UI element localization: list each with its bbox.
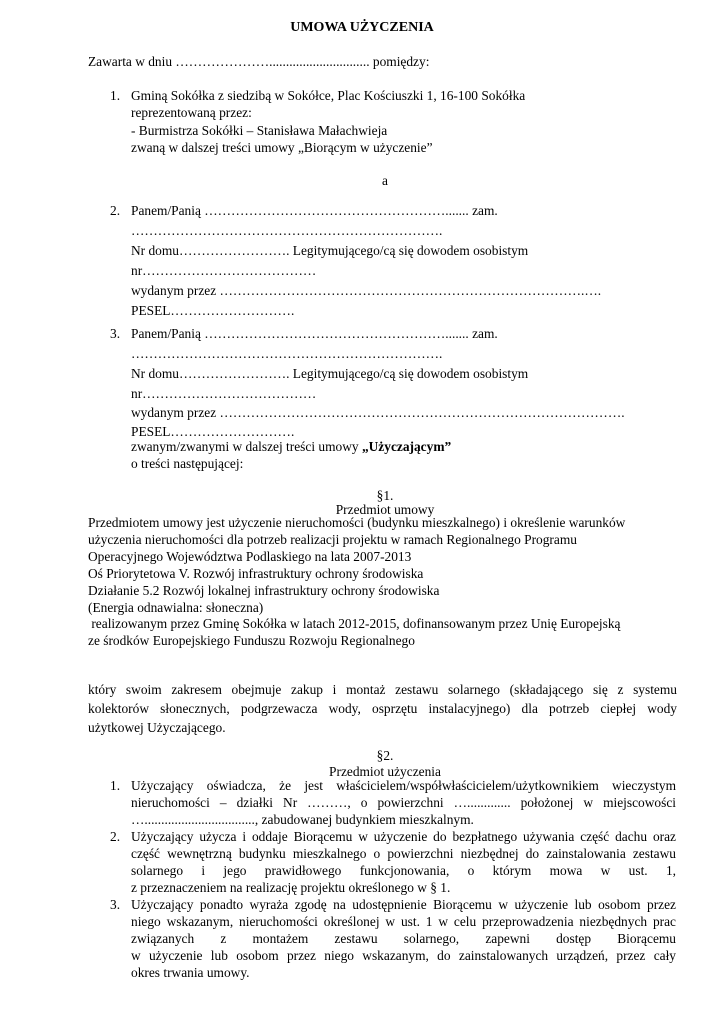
item-line: Użyczający ponadto wyraża zgodę na udostępnienie Biorącemu w użyczenie lub osobom przez (131, 897, 676, 912)
party-3-line-8: o treści następującej: (131, 456, 244, 471)
section-1-line: ze środków Europejskiego Funduszu Rozwoju Regionalnego (88, 633, 415, 648)
item-line: okres trwania umowy. (131, 965, 250, 980)
party-1-line-1: Gminą Sokółka z siedzibą w Sokółce, Plac Kościuszki 1, 16-100 Sokółka (131, 88, 526, 103)
section-1-heading: Przedmiot umowy (335, 502, 435, 517)
party-3-line-1: Panem/Panią ………………………………………………....... zam. (131, 326, 498, 341)
item-line: Użyczający oświadcza, że jest właścicielem/współwłaścicielem/użytkownikiem wieczystym (131, 778, 676, 793)
party-1-line-4: zwaną w dalszej treści umowy „Biorącym w użyczenie” (131, 140, 433, 155)
party-3-line-5: wydanym przez ………………………………………………………………………………. (131, 405, 625, 420)
item-line: w użyczenie lub osobom przez niego wskazanym, do zainstalowanych urządzeń, przez cały (131, 948, 676, 963)
party-2-line-6: PESEL………………………. (131, 303, 295, 318)
party-1-number: 1. (110, 88, 121, 103)
section-1-para-2-line: który swoim zakresem obejmuje zakup i montaż zestawu solarnego (składającego się z systemu (88, 682, 677, 697)
section-2-heading: Przedmiot użyczenia (329, 764, 441, 779)
item-number: 3. (110, 897, 121, 912)
section-1-line: użyczenia nieruchomości dla potrzeb realizacji projektu w ramach Regionalnego Programu (88, 532, 577, 547)
item-number: 1. (110, 778, 121, 793)
item-line: nieruchomości – działki Nr ………, o powierzchni …............. położonej w miejscowości (131, 795, 676, 810)
intro-line: Zawarta w dniu ………………….............................. pomiędzy: (88, 54, 430, 69)
item-line: część wewnętrzną budynku mieszkalnego o powierzchni niezbędnej do zainstalowania zestawu (131, 846, 676, 861)
party-2-line-5: wydanym przez ……………………………………………………………………….…. (131, 283, 602, 298)
section-1-line: Przedmiotem umowy jest użyczenie nieruchomości (budynku mieszkalnego) i określenie warunków (88, 515, 626, 530)
section-1-line: Oś Priorytetowa V. Rozwój infrastruktury ochrony środowiska (88, 566, 424, 581)
item-line: solarnego i jego prawidłowego funkcjonowania, o którym mowa w ust. 1, (131, 863, 676, 878)
party-2-line-4: nr………………………………… (131, 263, 317, 278)
party-3-line-3: Nr domu……………………. Legitymującego/cą się dowodem osobistym (131, 366, 529, 381)
party-1-line-3: - Burmistrza Sokółki – Stanisława Małachwieja (131, 123, 388, 138)
party-3-line-7 (131, 438, 451, 455)
item-line: Użyczający użycza i oddaje Biorącemu w użyczenie do bezpłatnego używania część dachu oraz (131, 829, 676, 844)
item-line: niego wskazanym, nieruchomości określonej w ust. 1 w celu przeprowadzenia niezbędnych prac (131, 914, 676, 929)
party-3-line-7-prefix: zwanym/zwanymi w dalszej treści umowy (131, 439, 362, 454)
party-1-line-2: reprezentowaną przez: (131, 105, 252, 120)
party-2-line-1: Panem/Panią ………………………………………………....... zam. (131, 203, 498, 218)
section-1-number: §1. (376, 488, 394, 503)
item-line: związanych z montażem zestawu solarnego, zapewni dostęp Biorącemu (131, 931, 676, 946)
item-number: 2. (110, 829, 121, 844)
section-1-line: realizowanym przez Gminę Sokółka w latach 2012-2015, dofinansowanym przez Unię Europejską (88, 616, 621, 631)
party-3-role-label: „Użyczającym” (361, 439, 452, 454)
party-3-line-4: nr………………………………… (131, 386, 317, 401)
section-1-line: Działanie 5.2 Rozwój lokalnej infrastruktury ochrony środowiska (88, 583, 440, 598)
party-2-number: 2. (110, 203, 121, 218)
section-1-line: (Energia odnawialna: słoneczna) (88, 600, 264, 615)
item-line: …................................., zabudowanej budynkiem mieszkalnym. (131, 812, 474, 827)
document-title: UMOWA UŻYCZENIA (290, 20, 434, 35)
party-3-line-6: PESEL………………………. (131, 424, 295, 439)
party-3-line-2: ……………………………………………………………. (131, 346, 443, 361)
party-2-line-3: Nr domu……………………. Legitymującego/cą się dowodem osobistym (131, 243, 529, 258)
item-line: z przeznaczeniem na realizację projektu określonego w § 1. (131, 880, 451, 895)
party-2-line-2: ……………………………………………………………. (131, 223, 443, 238)
section-1-para-2-line: użytkowej Użyczającego. (88, 720, 226, 735)
section-1-line: Operacyjnego Województwa Podlaskiego na lata 2007-2013 (88, 549, 412, 564)
section-2-number: §2. (376, 748, 394, 763)
conjunction: a (382, 173, 388, 188)
party-3-number: 3. (110, 326, 121, 341)
section-1-para-2-line: kolektorów słonecznych, podgrzewacza wody, osprzętu instalacyjnego) dla potrzeb ciepłej wody (88, 701, 677, 716)
